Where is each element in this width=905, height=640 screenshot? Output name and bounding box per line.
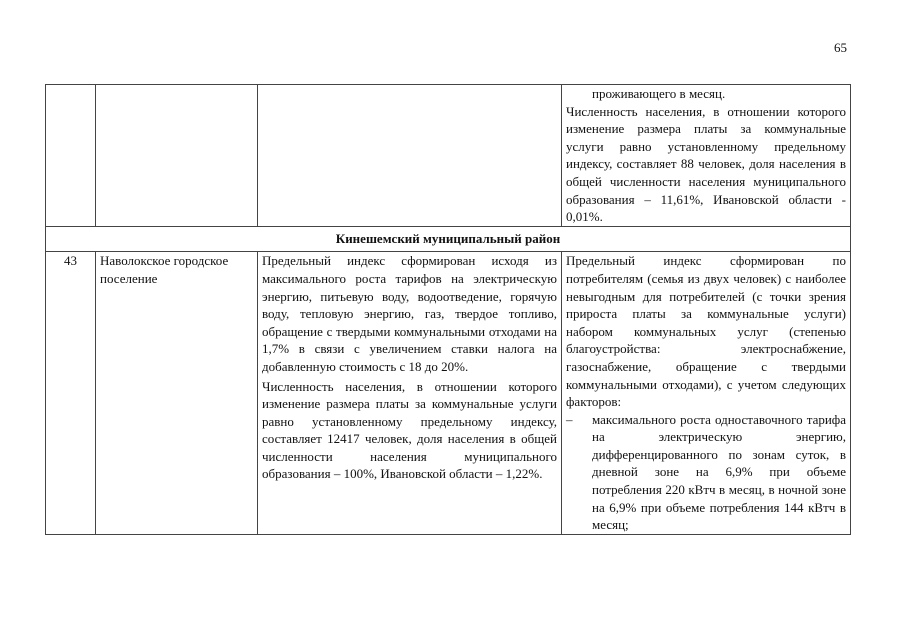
cell-basis-empty — [258, 85, 562, 227]
municipality-name: Наволокское городское поселение — [96, 252, 258, 535]
consumer-basis-intro: Предельный индекс сформирован по потребителям (семья из двух человек) с наиболее невыгодным для потребителей (с точки зрения прироста платы за коммунальные услуги) набором коммунальных услуг (степенью благоустройства: электроснабжение, газоснабжение, обращение с твердыми коммунальными отходами), с учетом следующих факторов: — [566, 253, 846, 410]
factor-list — [566, 411, 846, 534]
cell-consumer-continued — [562, 85, 851, 227]
continued-text: проживающего в месяц. — [592, 86, 726, 101]
row-number: 43 — [46, 252, 96, 535]
cell-consumer-basis — [562, 252, 851, 535]
cell-index-basis — [258, 252, 562, 535]
cell-number-empty — [46, 85, 96, 227]
index-basis-text: Предельный индекс сформирован исходя из максимального роста тарифов на электрическую энергию, питьевую воду, водоотведение, горячую воду, тепловую энергию, газ, твердое топливо, обращение с твердыми коммунальными отходами на 1,7% в связи с увеличением ставки налога на добавленную стоимость с 18 до 20%. — [262, 253, 557, 374]
section-title: Кинешемский муниципальный район — [46, 226, 851, 252]
municipal-index-table — [45, 84, 851, 535]
population-share-text: Численность населения, в отношении которого изменение размера платы за коммунальные услуги равно установленному предельному индексу, составляет 12417 человек, доля населения в общей численности населения муниципального образования – 100%, Ивановской области – 1,22%. — [262, 378, 557, 482]
section-header-row — [46, 226, 851, 252]
table-row-43 — [46, 252, 851, 535]
table-row-continued — [46, 85, 851, 227]
cell-name-empty — [96, 85, 258, 227]
page-number: 65 — [834, 40, 847, 55]
population-share-text: Численность населения, в отношении которого изменение размера платы за коммунальные услуги равно установленному предельному индексу, составляет 88 человек, доля населения в общей численности населения муниципального образования – 11,61%, Ивановской области - 0,01%. — [566, 103, 846, 225]
factor-item: – максимального роста одноставочного тарифа на электрическую энергию, дифференцированного по зонам суток, в дневной зоне на 6,9% при объеме потребления 220 кВтч в месяц, в ночной зоне на 6,9% при объеме потребления 144 кВтч в месяц; — [566, 411, 846, 534]
